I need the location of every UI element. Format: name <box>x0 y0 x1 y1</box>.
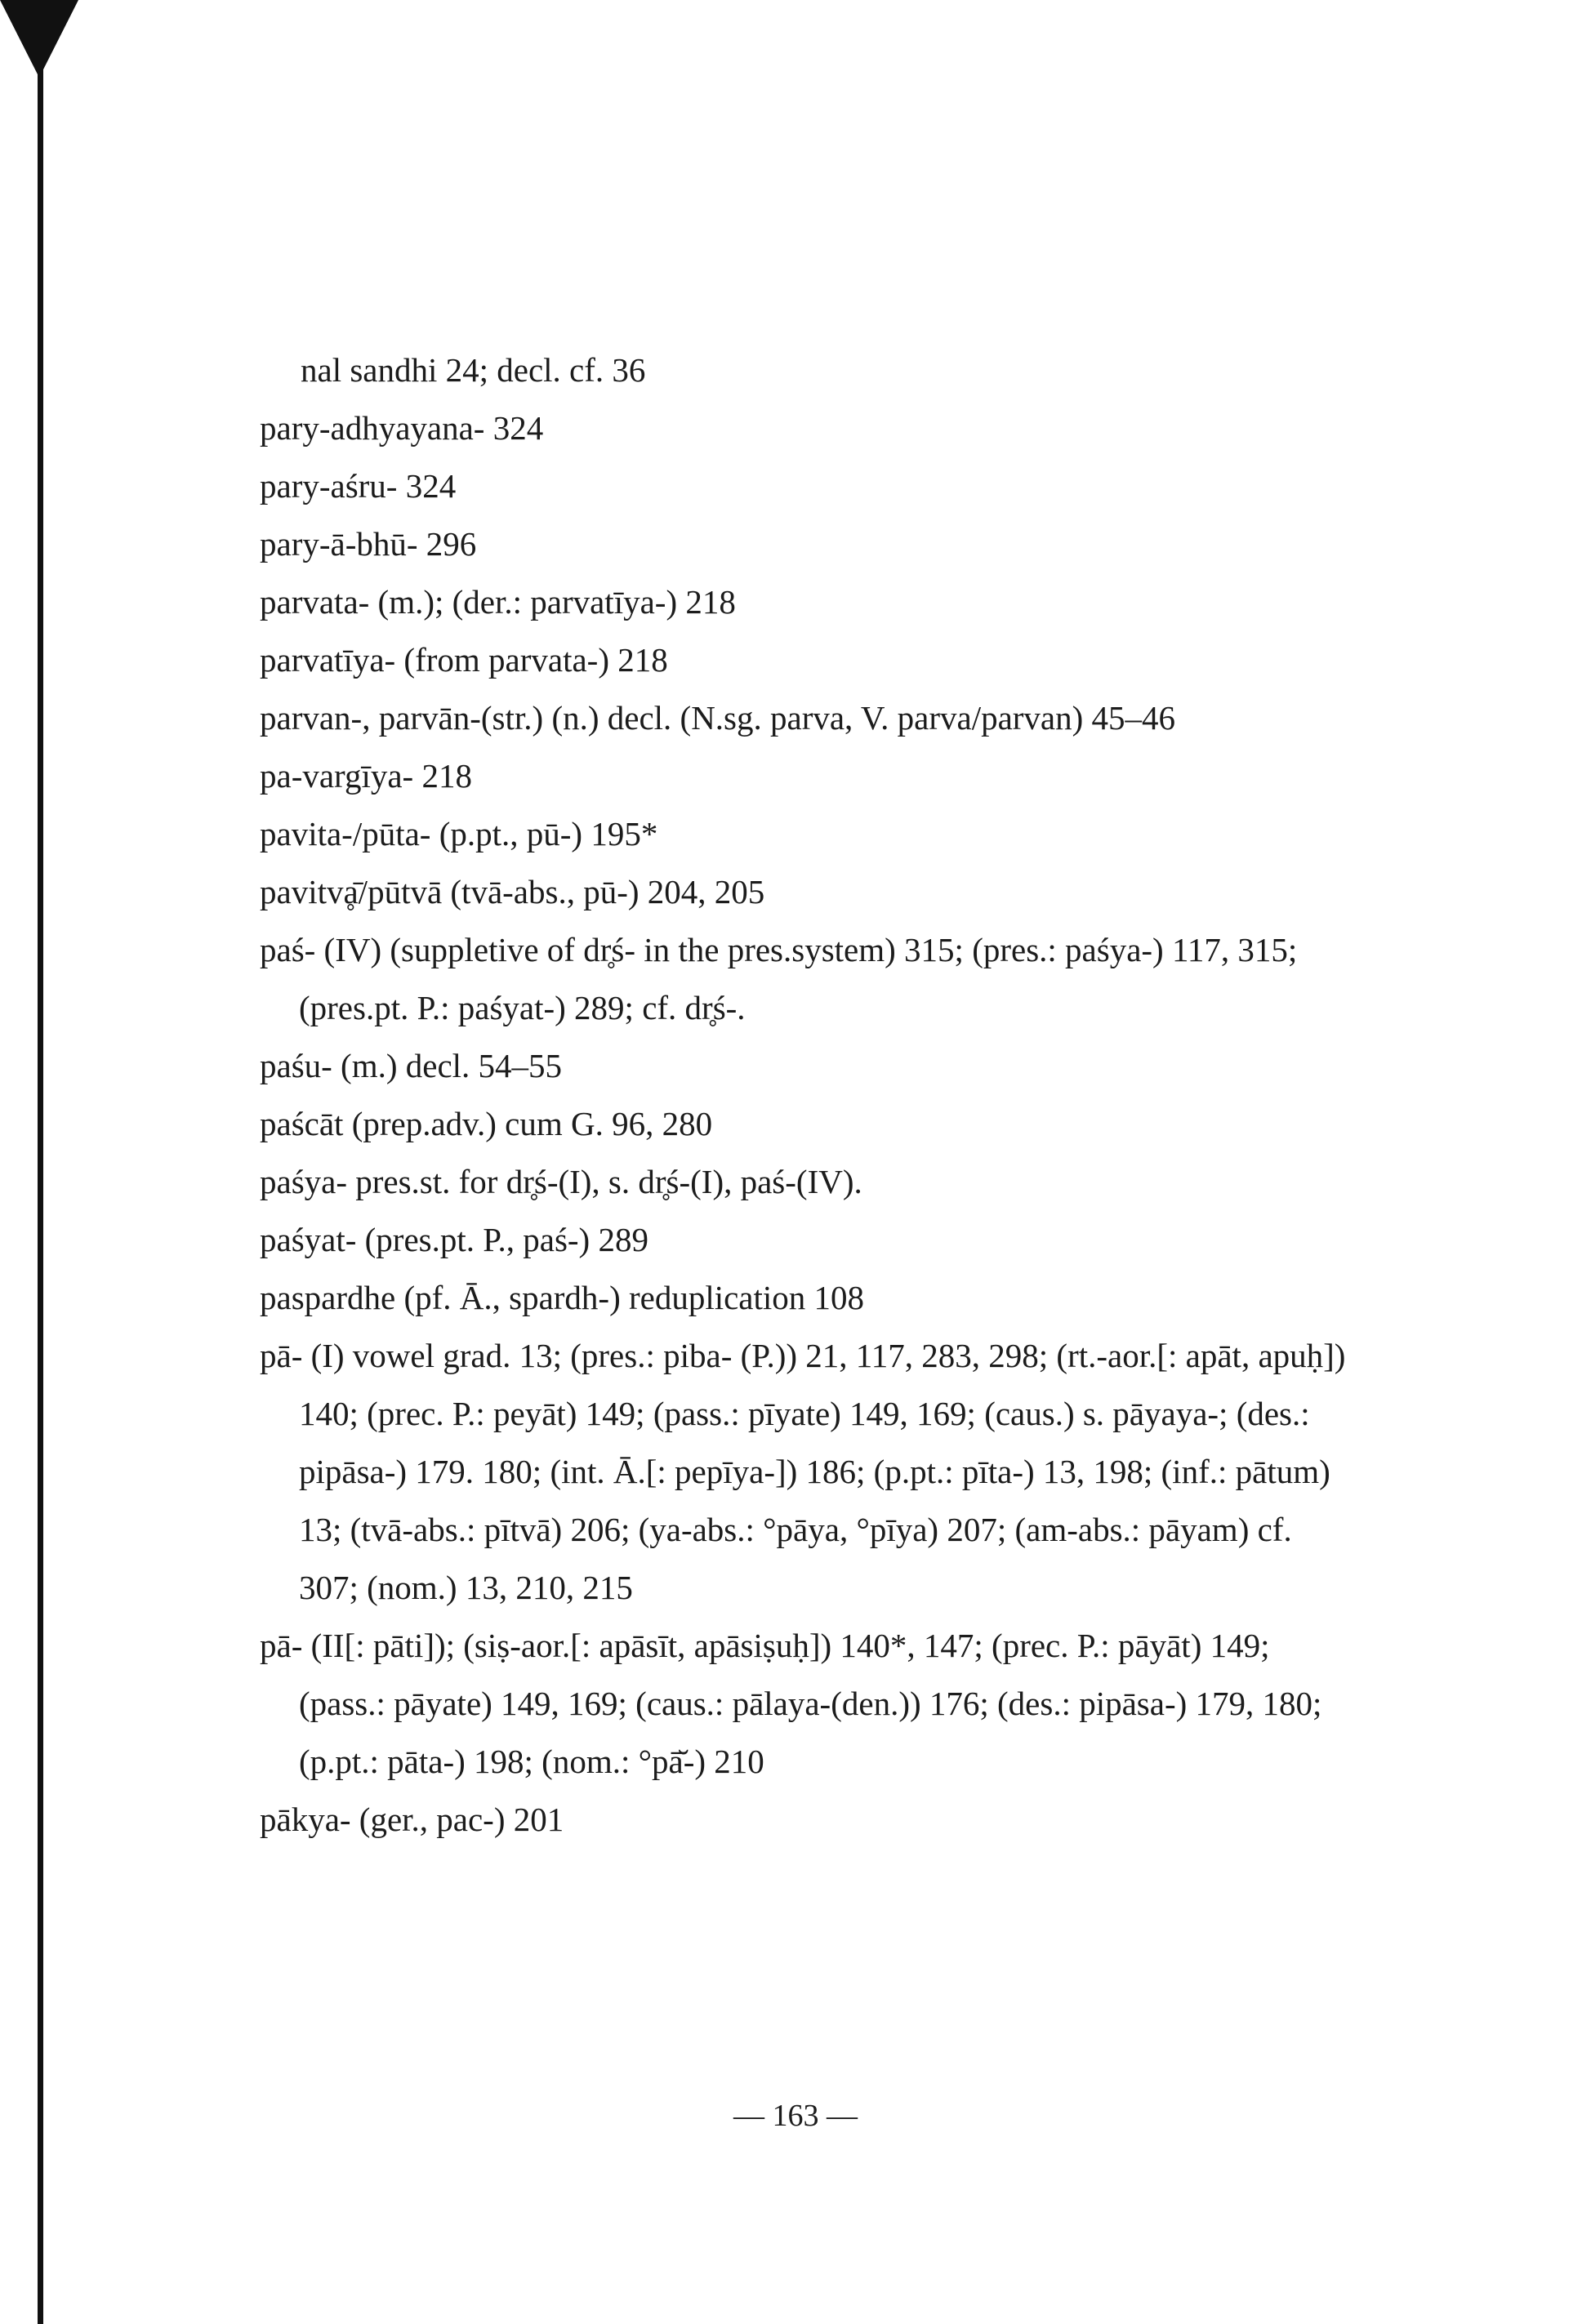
index-entry: pary-ā-bhū- 296 <box>260 525 477 563</box>
index-entry: paspardhe (pf. Ā., spardh-) reduplication 108 <box>260 1279 865 1316</box>
page-corner-marker <box>0 0 78 78</box>
index-entry: nal sandhi 24; decl. cf. 36 <box>301 351 646 389</box>
page-number: — 163 — <box>733 2099 858 2133</box>
index-entry: pā- (II[: pāti]); (siṣ-aor.[: apāsīt, apāsiṣuḥ]) 140*, 147; (prec. P.: pāyāt) 149; (pass.: pāyate) 149, 169; (caus.: pālaya-(den.)) 176; (des.: pipāsa-) 179, 180; (p.pt.: pāta-) 198; (nom.: °pā̆-) 210 <box>260 1627 1322 1780</box>
index-entry: pary-adhyayana- 324 <box>260 409 544 447</box>
index-entry: paśu- (m.) decl. 54–55 <box>260 1047 563 1084</box>
index-entry: parvata- (m.); (der.: parvatīya-) 218 <box>260 583 736 621</box>
index-entry: parvan-, parvān-(str.) (n.) decl. (N.sg. parva, V. parva/parvan) 45–46 <box>260 699 1176 737</box>
index-entry: pākya- (ger., pac-) 201 <box>260 1801 564 1838</box>
index-entry: paścāt (prep.adv.) cum G. 96, 280 <box>260 1105 713 1142</box>
index-entry: pavita-/pūta- (p.pt., pū-) 195* <box>260 815 658 853</box>
index-entry: pa-vargīya- 218 <box>260 757 472 795</box>
index-entry: paś- (IV) (suppletive of dr̥ś- in the pres.system) 315; (pres.: paśya-) 117, 315; (pres.pt. P.: paśyat-) 289; cf. dr̥ś-. <box>260 931 1298 1026</box>
index-entry: pavitvḁ̄/pūtvā (tvā-abs., pū-) 204, 205 <box>260 873 765 910</box>
index-entry: paśyat- (pres.pt. P., paś-) 289 <box>260 1221 648 1258</box>
index-entry: parvatīya- (from parvata-) 218 <box>260 641 668 679</box>
index-entry: pary-aśru- 324 <box>260 467 457 505</box>
index-entries <box>260 341 1346 1849</box>
index-entry: pā- (I) vowel grad. 13; (pres.: piba- (P.)) 21, 117, 283, 298; (rt.-aor.[: apāt, apuḥ]) 140; (prec. P.: peyāt) 149; (pass.: pīyate) 149, 169; (caus.) s. pāyaya-; (des.: pipāsa-) 179. 180; (int. Ā.[: pepīya-]) 186; (p.pt.: pīta-) 13, 198; (inf.: pātum) 13; (tvā-abs.: pītvā) 206; (ya-abs.: °pāya, °pīya) 207; (am-abs.: pāyam) cf. 307; (nom.) 13, 210, 215 <box>260 1337 1346 1606</box>
page-binding-line <box>38 49 43 2324</box>
index-entry: paśya- pres.st. for dr̥ś-(I), s. dr̥ś-(I), paś-(IV). <box>260 1163 862 1200</box>
